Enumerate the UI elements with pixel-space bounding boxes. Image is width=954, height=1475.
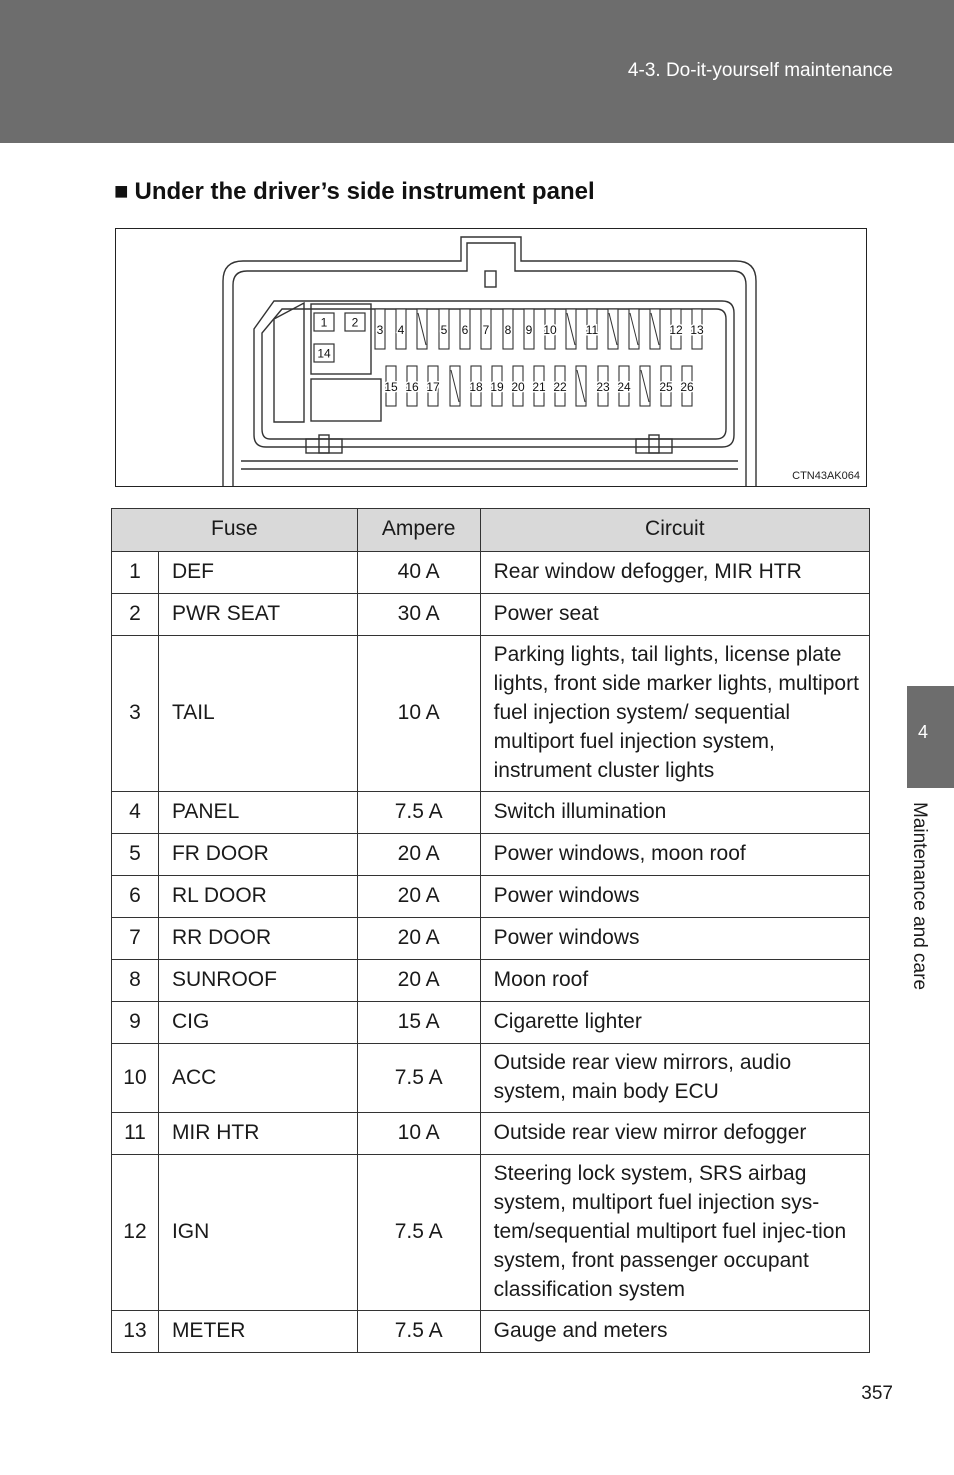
fuse-label: 21 <box>532 380 546 394</box>
fuse-label: 25 <box>659 380 673 394</box>
fuse-number: 9 <box>112 1002 159 1044</box>
fuse-number: 7 <box>112 918 159 960</box>
table-row <box>112 594 870 636</box>
fuse-circuit: Power windows <box>480 876 869 918</box>
fuse-name: SUNROOF <box>158 960 357 1002</box>
section-heading-text: Under the driver’s side instrument panel <box>134 178 595 205</box>
chapter-tab-title: Maintenance and care <box>909 802 930 991</box>
fuse-circuit: Switch illumination <box>480 792 869 834</box>
fuse-number: 2 <box>112 594 159 636</box>
fuse-label: 3 <box>376 323 384 337</box>
page-number: 357 <box>861 1383 893 1404</box>
fuse-circuit: Power windows <box>480 918 869 960</box>
square-bullet-icon: ■ <box>114 178 129 205</box>
fuse-label: 22 <box>553 380 567 394</box>
fuse-box-diagram <box>115 228 867 487</box>
section-heading <box>114 178 595 206</box>
fuse-number: 4 <box>112 792 159 834</box>
fuse-circuit: Gauge and meters <box>480 1311 869 1353</box>
diagram-code: CTN43AK064 <box>792 470 860 482</box>
fuse-ampere: 7.5 A <box>357 792 480 834</box>
fuse-box-drawing <box>116 229 867 487</box>
fuse-name: MIR HTR <box>158 1113 357 1155</box>
fuse-ampere: 40 A <box>357 552 480 594</box>
fuse-label: 16 <box>405 380 419 394</box>
fuse-circuit: Cigarette lighter <box>480 1002 869 1044</box>
fuse-label: 11 <box>585 323 599 337</box>
table-row <box>112 918 870 960</box>
fuse-number: 11 <box>112 1113 159 1155</box>
fuse-label: 12 <box>669 323 683 337</box>
fuse-label: 14 <box>317 346 331 361</box>
fuse-number: 13 <box>112 1311 159 1353</box>
fuse-number: 12 <box>112 1155 159 1311</box>
fuse-number: 3 <box>112 636 159 792</box>
fuse-label: 23 <box>596 380 610 394</box>
table-row <box>112 1311 870 1353</box>
fuse-circuit: Rear window defogger, MIR HTR <box>480 552 869 594</box>
fuse-number: 8 <box>112 960 159 1002</box>
fuse-table <box>111 508 870 1353</box>
fuse-ampere: 15 A <box>357 1002 480 1044</box>
fuse-label: 24 <box>617 380 631 394</box>
table-row <box>112 876 870 918</box>
fuse-name: PWR SEAT <box>158 594 357 636</box>
fuse-ampere: 20 A <box>357 918 480 960</box>
fuse-circuit: Power seat <box>480 594 869 636</box>
fuse-circuit: Parking lights, tail lights, license plate lights, front side marker lights, multiport fuel injection system/ sequential multiport fuel injection system, instrument cluster lights <box>480 636 869 792</box>
fuse-label: 20 <box>511 380 525 394</box>
table-row <box>112 792 870 834</box>
fuse-label: 5 <box>440 323 448 337</box>
header-section-title: 4-3. Do-it-yourself maintenance <box>627 60 893 81</box>
fuse-name: FR DOOR <box>158 834 357 876</box>
fuse-name: RL DOOR <box>158 876 357 918</box>
table-row <box>112 960 870 1002</box>
fuse-circuit: Outside rear view mirror defogger <box>480 1113 869 1155</box>
table-row <box>112 1044 870 1113</box>
fuse-label: 7 <box>482 323 490 337</box>
fuse-name: CIG <box>158 1002 357 1044</box>
table-row <box>112 1155 870 1311</box>
fuse-name: METER <box>158 1311 357 1353</box>
table-header-row <box>112 509 870 552</box>
chapter-tab-number: 4 <box>917 722 928 742</box>
fuse-name: TAIL <box>158 636 357 792</box>
header-ampere: Ampere <box>357 509 480 552</box>
fuse-number: 1 <box>112 552 159 594</box>
fuse-ampere: 10 A <box>357 636 480 792</box>
fuse-number: 5 <box>112 834 159 876</box>
fuse-label: 18 <box>469 380 483 394</box>
fuse-name: PANEL <box>158 792 357 834</box>
fuse-label: 8 <box>504 323 512 337</box>
fuse-name: RR DOOR <box>158 918 357 960</box>
fuse-label: 15 <box>384 380 398 394</box>
fuse-ampere: 7.5 A <box>357 1311 480 1353</box>
fuse-name: DEF <box>158 552 357 594</box>
fuse-number: 6 <box>112 876 159 918</box>
fuse-name: ACC <box>158 1044 357 1113</box>
fuse-ampere: 7.5 A <box>357 1155 480 1311</box>
fuse-ampere: 20 A <box>357 960 480 1002</box>
fuse-label: 1 <box>320 315 328 330</box>
header-circuit: Circuit <box>480 509 869 552</box>
fuse-number: 10 <box>112 1044 159 1113</box>
fuse-label: 2 <box>351 315 359 330</box>
fuse-ampere: 30 A <box>357 594 480 636</box>
fuse-label: 4 <box>397 323 405 337</box>
fuse-ampere: 7.5 A <box>357 1044 480 1113</box>
table-row <box>112 552 870 594</box>
header-band <box>0 0 954 143</box>
fuse-circuit: Outside rear view mirrors, audio system, main body ECU <box>480 1044 869 1113</box>
table-row <box>112 636 870 792</box>
fuse-label: 9 <box>525 323 533 337</box>
fuse-circuit: Steering lock system, SRS airbag system, multiport fuel injection sys-tem/sequential multiport fuel injec-tion system, front passenger occupant classification system <box>480 1155 869 1311</box>
header-fuse: Fuse <box>112 509 358 552</box>
chapter-tab <box>907 686 954 788</box>
fuse-label: 6 <box>461 323 469 337</box>
fuse-ampere: 20 A <box>357 876 480 918</box>
fuse-label: 13 <box>690 323 704 337</box>
fuse-label: 17 <box>426 380 440 394</box>
fuse-circuit: Power windows, moon roof <box>480 834 869 876</box>
fuse-circuit: Moon roof <box>480 960 869 1002</box>
fuse-label: 10 <box>543 323 557 337</box>
table-row <box>112 834 870 876</box>
fuse-name: IGN <box>158 1155 357 1311</box>
fuse-ampere: 20 A <box>357 834 480 876</box>
table-row <box>112 1002 870 1044</box>
table-row <box>112 1113 870 1155</box>
fuse-ampere: 10 A <box>357 1113 480 1155</box>
fuse-label: 19 <box>490 380 504 394</box>
fuse-label: 26 <box>680 380 694 394</box>
